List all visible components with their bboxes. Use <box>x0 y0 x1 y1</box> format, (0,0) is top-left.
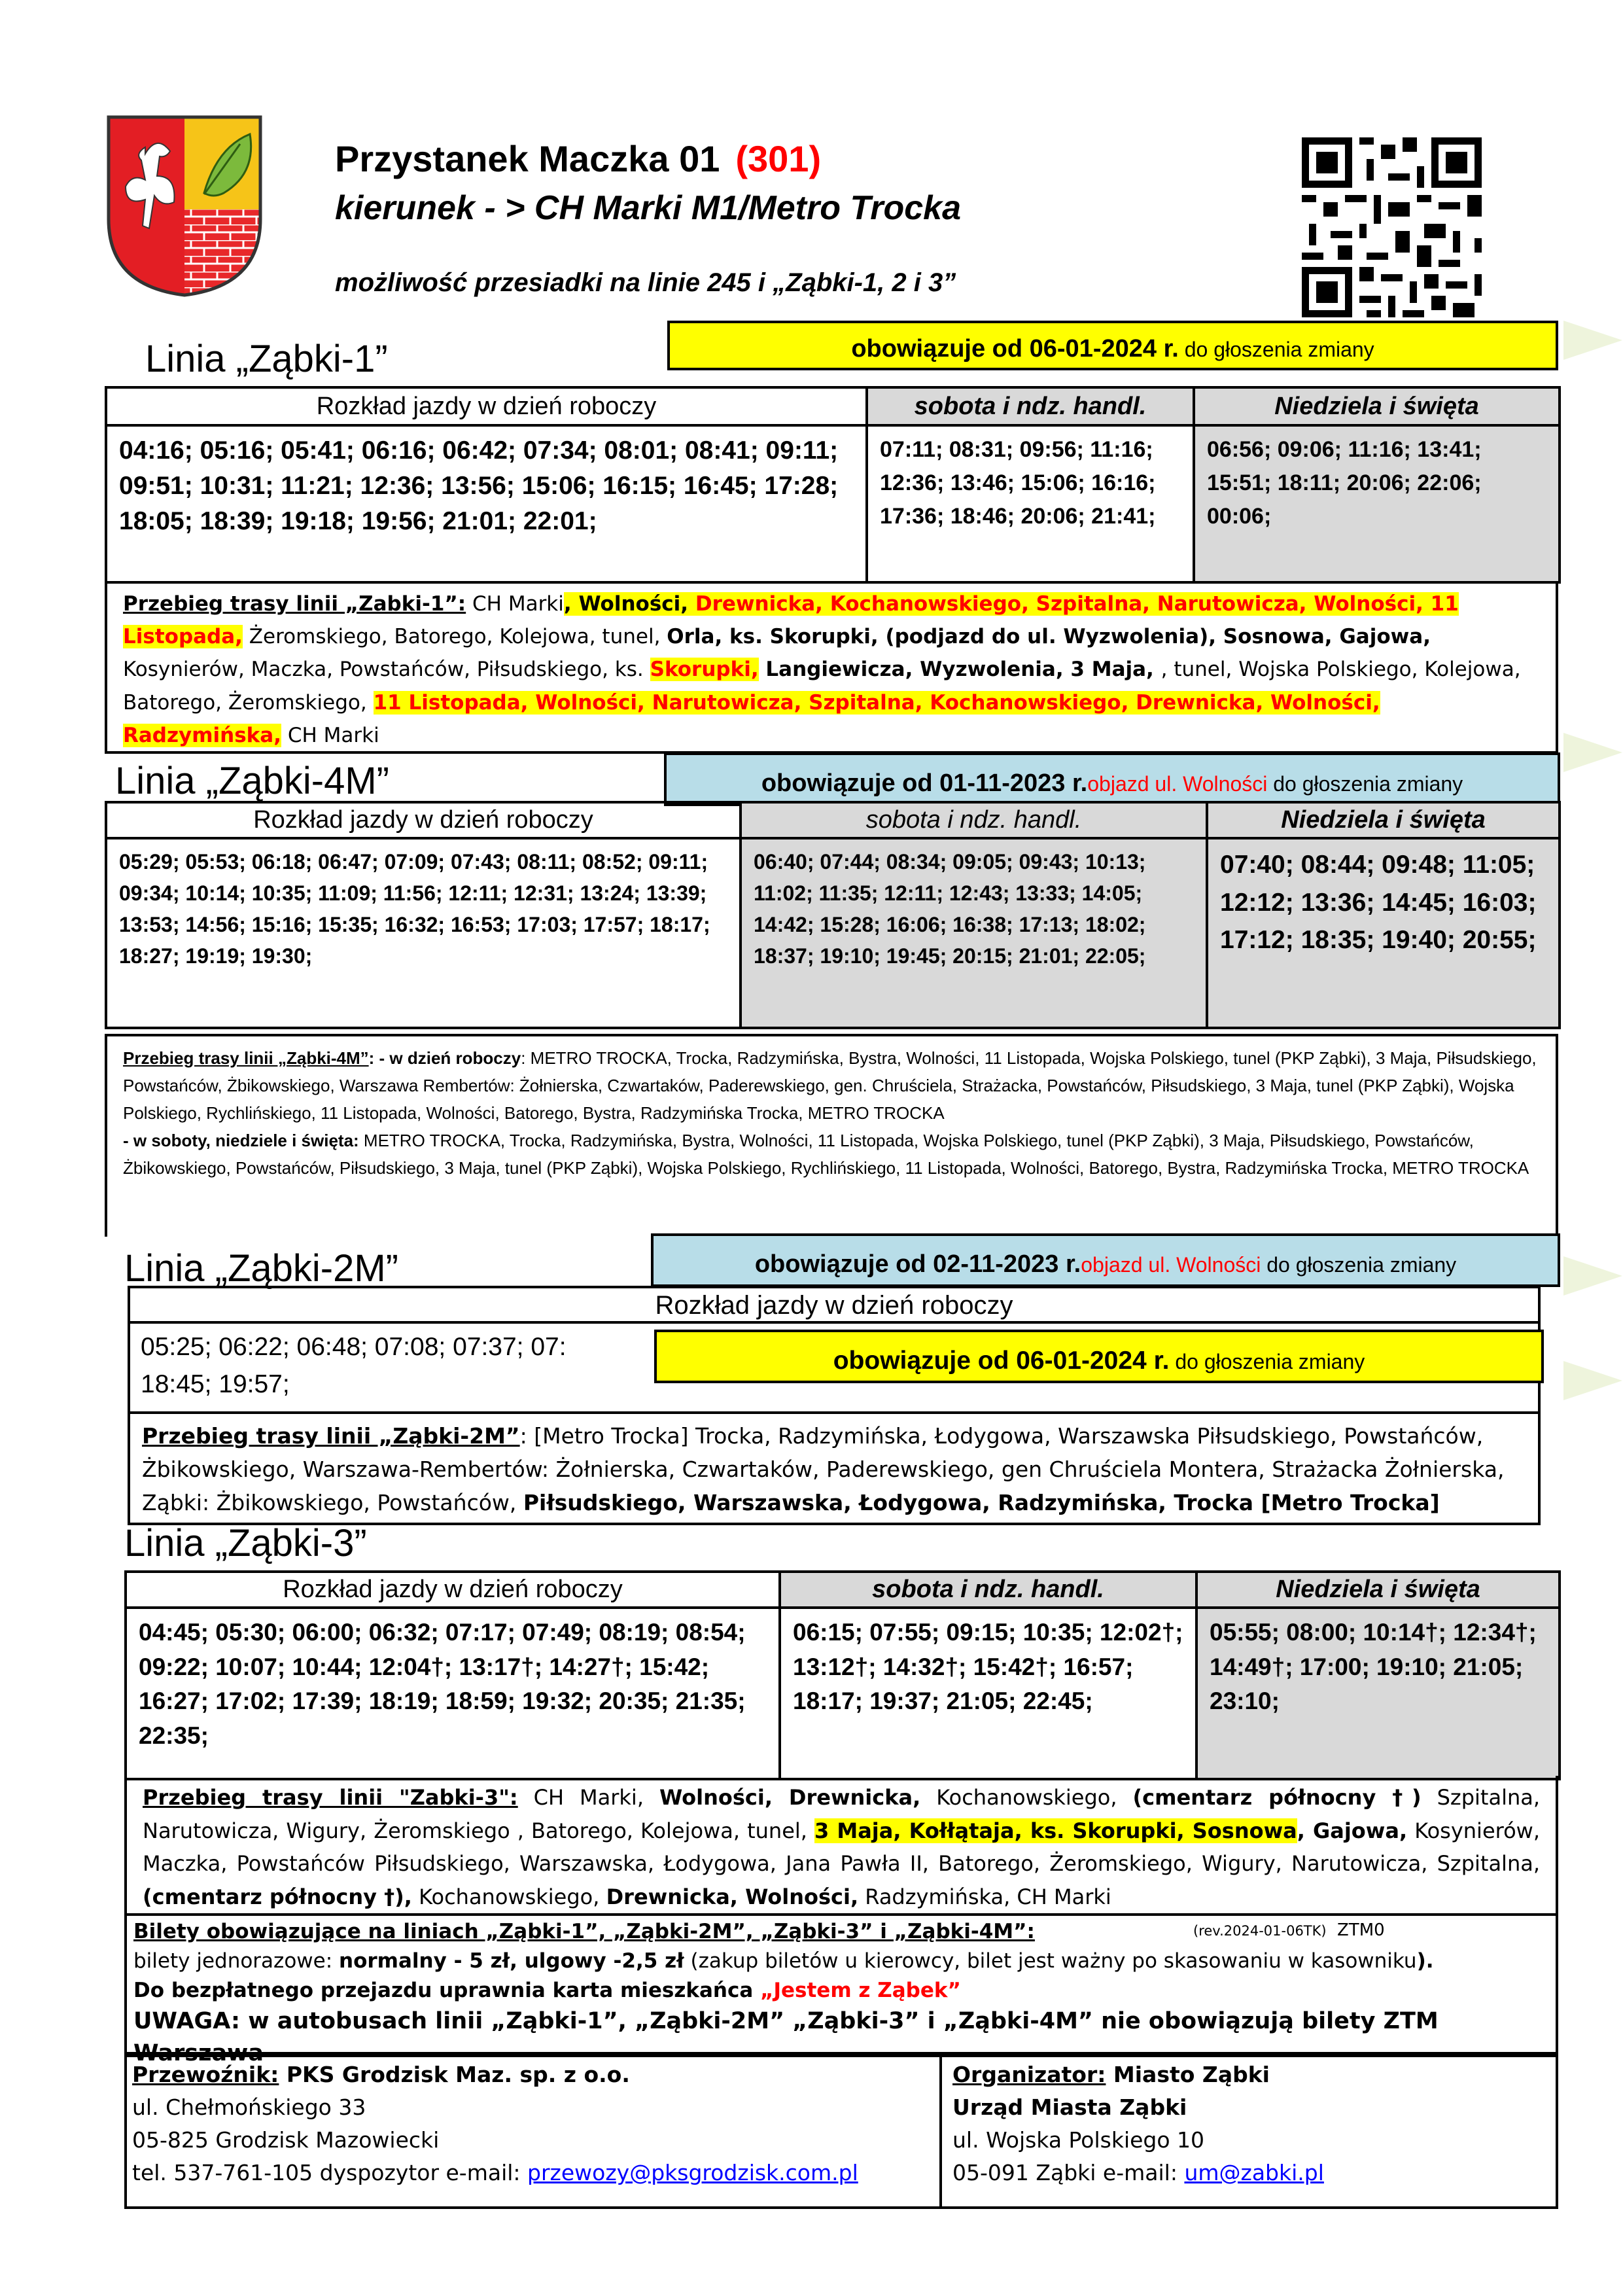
saturday-times: 06:15; 07:55; 09:15; 10:35; 12:02†; 13:12†; 14:32†; 15:42†; 16:57; 18:17; 19:37; 21:05; 22:45; <box>780 1608 1196 1779</box>
route-part: 3 Maja, Kołłątaja, ks. Skorupki, Sosnowa <box>814 1818 1297 1843</box>
resident-card-info <box>133 1976 1549 2005</box>
route-part: Piłsudskiego, Warszawska, Łodygowa, Radzymińska, Trocka [Metro Trocka] <box>523 1490 1440 1516</box>
validity-detour: objazd ul. Wolności <box>1087 772 1268 796</box>
route-part: Kochanowskiego, <box>920 1785 1133 1810</box>
line-title-zabki-2m: Linia „Ząbki-2M” <box>124 1247 398 1290</box>
resident-card-name: „Jestem z Ząbek” <box>760 1978 961 2002</box>
timetable-zabki-1 <box>105 386 1561 584</box>
weekday-times: 04:16; 05:16; 05:41; 06:16; 06:42; 07:34; 08:01; 08:41; 09:11; 09:51; 10:31; 11:21; 12:36; 13:56; 15:06; 16:15; 16:45; 17:28; 18:05; 18:39; 19:18; 19:56; 21:01; 22:01; <box>106 425 867 582</box>
ticket-text: bilety jednorazowe: <box>133 1949 340 1973</box>
route-weekday: : METRO TROCKA, Trocka, Radzymińska, Bystra, Wolności, 11 Listopada, Wojska Polskiego, tunel (PKP Ząbki), 3 Maja, Piłsudskiego, Powstańców, Żbikowskiego, Warszawa Rembertów: Żołnierska, Czwartaków, Paderewskiego, gen. Chruściela, Strażacka, Powstańców, Piłsudskiego, 3 Maja, tunel (PKP Ząbki), Wojska Polskiego, Rychlińskiego, 11 Listopada, Wolności, Batorego, Bystra, Radzymińska Trocka, METRO TROCKA <box>123 1048 1537 1123</box>
organizer-info <box>945 2057 1556 2209</box>
sunday-times: 06:56; 09:06; 11:16; 13:41; 15:51; 18:11; 20:06; 22:06; 00:06; <box>1194 425 1560 582</box>
route-weekday-label: : - w dzień roboczy <box>368 1048 521 1068</box>
validity-banner-zabki-4m <box>664 752 1560 806</box>
sunday-times: 05:55; 08:00; 10:14†; 12:34†; 14:49†; 17:00; 19:10; 21:05; 23:10; <box>1196 1608 1560 1779</box>
route-part: Kosynierów, Maczka, Powstańców Piłsudskiego, Warszawska, Łodygowa, Jana Pawła II, Batorego, Żeromskiego, Wigury, Narutowicza, Szpitalna, <box>143 1818 1541 1877</box>
route-zabki-1 <box>105 582 1558 754</box>
organizer-city: 05-091 Ząbki e-mail: <box>952 2160 1185 2186</box>
tickets-title: Bilety obowiązujące na liniach „Ząbki-1”, „Ząbki-2M”, „Ząbki-3” i „Ząbki-4M”: <box>133 1920 1035 1943</box>
route-part: Żeromskiego, Batorego, Kolejowa, tunel, <box>242 625 667 649</box>
carrier-label: Przewoźnik: <box>132 2062 279 2087</box>
decorative-chevron <box>1563 1361 1622 1400</box>
stop-title <box>335 137 821 180</box>
route-part: Drewnicka, Kochanowskiego, Szpitalna, Narutowicza, Wolności, 11 Listopada, <box>123 592 1459 649</box>
route-part: Kochanowskiego, <box>411 1884 606 1909</box>
route-part: , Gajowa, <box>1297 1818 1408 1843</box>
header-weekday: Rozkład jazdy w dzień roboczy <box>126 1572 780 1608</box>
validity-detour: objazd ul. Wolności <box>1081 1253 1261 1277</box>
route-part: : [Metro Trocka] Trocka, Radzymińska, Łodygowa, Warszawska Piłsudskiego, Powstańców, Żbikowskiego, Warszawa-Rembertów: Żołnierska, Czwartaków, Paderewskiego, gen Chruściela Montera, Strażacka Żołnierska, Ząbki: Żbikowskiego, Powstańców, <box>142 1423 1505 1516</box>
route-label: Przebieg trasy linii „Ząbki-2M” <box>142 1423 520 1449</box>
weekday-times: 05:29; 05:53; 06:18; 06:47; 07:09; 07:43; 08:11; 08:52; 09:11; 09:34; 10:14; 10:35; 11:09; 11:56; 12:11; 12:31; 13:24; 13:39; 13:53; 14:56; 15:16; 15:35; 16:32; 16:53; 17:03; 17:57; 18:17; 18:27; 19:19; 19:30; <box>106 838 741 1028</box>
carrier-name: PKS Grodzisk Maz. sp. z o.o. <box>279 2062 630 2087</box>
route-label: Przebieg trasy linii „Zabki-1”: <box>123 592 466 616</box>
route-part: Kosynierów, Maczka, Powstańców, Piłsudskiego, ks. <box>123 658 650 682</box>
route-zabki-2m <box>128 1414 1541 1525</box>
ticket-text: (zakup biletów u kierowcy, bilet jest ważny po skasowaniu w kasowniku <box>684 1949 1417 1973</box>
header-sunday: Niedziela i święta <box>1207 802 1560 838</box>
route-label: Przebieg trasy linii "Zabki-3": <box>143 1785 518 1810</box>
validity-text: obowiązuje od 06-01-2024 <box>851 335 1157 362</box>
decorative-chevron <box>1563 733 1622 772</box>
ticket-prices <box>133 1947 1549 1976</box>
route-zabki-4m <box>105 1034 1558 1237</box>
route-part: , Wolności, <box>563 592 695 616</box>
ztm-code: ZTM0 <box>1337 1920 1385 1940</box>
ztm-warning: UWAGA: w autobusach linii „Ząbki-1”, „Ząbki-2M” „Ząbki-3” i „Ząbki-4M” nie obowiązują bilety ZTM Warszawa <box>133 2007 1439 2066</box>
route-part: , tunel, Wojska Polskiego, Kolejowa, Batorego, Żeromskiego, <box>123 658 1521 715</box>
route-part: CH Marki, <box>517 1785 659 1810</box>
qr-code <box>1302 137 1482 317</box>
line-title-zabki-4m: Linia „Ząbki-4M” <box>115 760 389 802</box>
route-part: Wolności, Drewnicka, <box>659 1785 921 1810</box>
saturday-times: 07:11; 08:31; 09:56; 11:16; 12:36; 13:46; 15:06; 16:16; 17:36; 18:46; 20:06; 21:41; <box>867 425 1194 582</box>
route-part: 11 Listopada, Wolności, Narutowicza, Szpitalna, Kochanowskiego, Drewnicka, Wolności, Radzymińska, <box>123 690 1380 747</box>
route-part: (cmentarz północny †), <box>143 1884 412 1909</box>
route-part: CH Marki <box>466 592 564 616</box>
header-saturday: sobota i ndz. handl. <box>780 1572 1196 1608</box>
route-part: Szpitalna, Narutowicza, Wigury, Żeromskiego , Batorego, Kolejowa, tunel, <box>143 1785 1541 1843</box>
header-sunday: Niedziela i święta <box>1196 1572 1560 1608</box>
route-label: Przebieg trasy linii „Ząbki-4M” <box>123 1048 369 1068</box>
decorative-chevron <box>1563 321 1622 360</box>
line-title-zabki-3: Linia „Ząbki-3” <box>124 1522 367 1564</box>
route-part: Skorupki, <box>650 658 759 682</box>
header-saturday: sobota i ndz. handl. <box>741 802 1207 838</box>
validity-banner-zabki-2m-overlay <box>654 1330 1544 1383</box>
carrier-address: ul. Chełmońskiego 33 <box>132 2094 366 2121</box>
route-zabki-3 <box>124 1776 1558 1916</box>
validity-text: obowiązuje od 06-01-2024 <box>833 1347 1147 1375</box>
validity-r: r. <box>1146 1347 1170 1375</box>
carrier-info <box>127 2057 942 2209</box>
weekday-times-line: 18:45; 19:57; <box>141 1369 290 1398</box>
header-weekday: Rozkład jazdy w dzień roboczy <box>128 1286 1541 1324</box>
validity-note: do głoszenia zmiany <box>1267 772 1463 796</box>
validity-text: obowiązuje od 01-11-2023 r. <box>761 769 1088 797</box>
transfer-info: możliwość przesiadki na linie 245 i „Ząbki-1, 2 i 3” <box>335 268 956 297</box>
stop-name: Przystanek Maczka 01 <box>335 138 720 179</box>
validity-note: do głoszenia zmiany <box>1169 1350 1365 1373</box>
weekday-times: 04:45; 05:30; 06:00; 06:32; 07:17; 07:49; 08:19; 08:54; 09:22; 10:07; 10:44; 12:04†; 13:17†; 14:27†; 15:42; 16:27; 17:02; 17:39; 18:19; 18:59; 19:32; 20:35; 21:35; 22:35; <box>126 1608 780 1779</box>
route-part: Drewnicka, Wolności, <box>606 1884 859 1909</box>
route-part: CH Marki <box>281 723 379 747</box>
organizer-label: Organizator: <box>952 2062 1106 2087</box>
route-part: (cmentarz północny †) <box>1132 1785 1422 1810</box>
sunday-times: 07:40; 08:44; 09:48; 11:05; 12:12; 13:36; 14:45; 16:03; 17:12; 18:35; 19:40; 20:55; <box>1207 838 1560 1028</box>
validity-banner-zabki-1 <box>667 321 1558 370</box>
header-weekday: Rozkład jazdy w dzień roboczy <box>106 802 741 838</box>
organizer-office: Urząd Miasta Ząbki <box>952 2094 1187 2121</box>
revision: (rev.2024-01-06TK) <box>1193 1923 1327 1939</box>
ticket-text: ). <box>1416 1949 1434 1973</box>
timetable-zabki-4m <box>105 801 1561 1029</box>
validity-r: r. <box>1157 335 1179 362</box>
validity-text: obowiązuje od 02-11-2023 r. <box>754 1250 1081 1278</box>
decorative-chevron <box>1563 1256 1622 1296</box>
route-weekend-label: - w soboty, niedziele i święta: <box>123 1131 359 1151</box>
header-weekday: Rozkład jazdy w dzień roboczy <box>106 387 867 425</box>
header-saturday: sobota i ndz. handl. <box>867 387 1194 425</box>
organizer-email-link[interactable]: um@zabki.pl <box>1184 2160 1324 2186</box>
coat-of-arms-logo <box>106 115 263 298</box>
weekday-times-line: 05:25; 06:22; 06:48; 07:08; 07:37; 07: <box>141 1333 567 1361</box>
ticket-text: Do bezpłatnego przejazdu uprawnia karta mieszkańca <box>133 1978 761 2002</box>
validity-note: do głoszenia zmiany <box>1178 338 1374 361</box>
route-part: Radzymińska, CH Marki <box>858 1884 1111 1909</box>
footer <box>124 2055 1558 2209</box>
route-part: Langiewicza, Wyzwolenia, 3 Maja, <box>758 658 1161 682</box>
stop-number: (301) <box>735 138 822 179</box>
organizer-name: Miasto Ząbki <box>1106 2062 1270 2087</box>
line-title-zabki-1: Linia „Ząbki-1” <box>145 338 388 380</box>
carrier-phone: tel. 537-761-105 dyspozytor e-mail: <box>132 2160 528 2186</box>
route-weekend: METRO TROCKA, Trocka, Radzymińska, Bystra, Wolności, 11 Listopada, Wojska Polskiego, tunel (PKP Ząbki), 3 Maja, Piłsudskiego, Powstańców, Żbikowskiego, Powstańców, Piłsudskiego, 3 Maja, tunel (PKP Ząbki), Wojska Polskiego, Rychlińskiego, 11 Listopada, Wolności, Batorego, Bystra, Radzymińska Trocka, METRO TROCKA <box>123 1131 1529 1178</box>
header-sunday: Niedziela i święta <box>1194 387 1560 425</box>
ticket-prices-bold: normalny - 5 zł, ulgowy -2,5 zł <box>339 1949 684 1973</box>
validity-note: do głoszenia zmiany <box>1261 1253 1457 1277</box>
route-part: Orla, ks. Skorupki, (podjazd do ul. Wyzwolenia), Sosnowa, Gajowa, <box>667 625 1431 649</box>
organizer-address: ul. Wojska Polskiego 10 <box>952 2127 1205 2153</box>
validity-banner-zabki-2m <box>651 1233 1560 1287</box>
timetable-zabki-3 <box>124 1570 1561 1780</box>
direction: kierunek - > CH Marki M1/Metro Trocka <box>335 189 962 227</box>
carrier-city: 05-825 Grodzisk Mazowiecki <box>132 2127 440 2153</box>
saturday-times: 06:40; 07:44; 08:34; 09:05; 09:43; 10:13; 11:02; 11:35; 12:11; 12:43; 13:33; 14:05; 14:42; 15:28; 16:06; 16:38; 17:13; 18:02; 18:37; 19:10; 19:45; 20:15; 21:01; 22:05; <box>741 838 1207 1028</box>
carrier-email-link[interactable]: przewozy@pksgrodzisk.com.pl <box>527 2160 858 2186</box>
tickets-section <box>124 1915 1558 2066</box>
